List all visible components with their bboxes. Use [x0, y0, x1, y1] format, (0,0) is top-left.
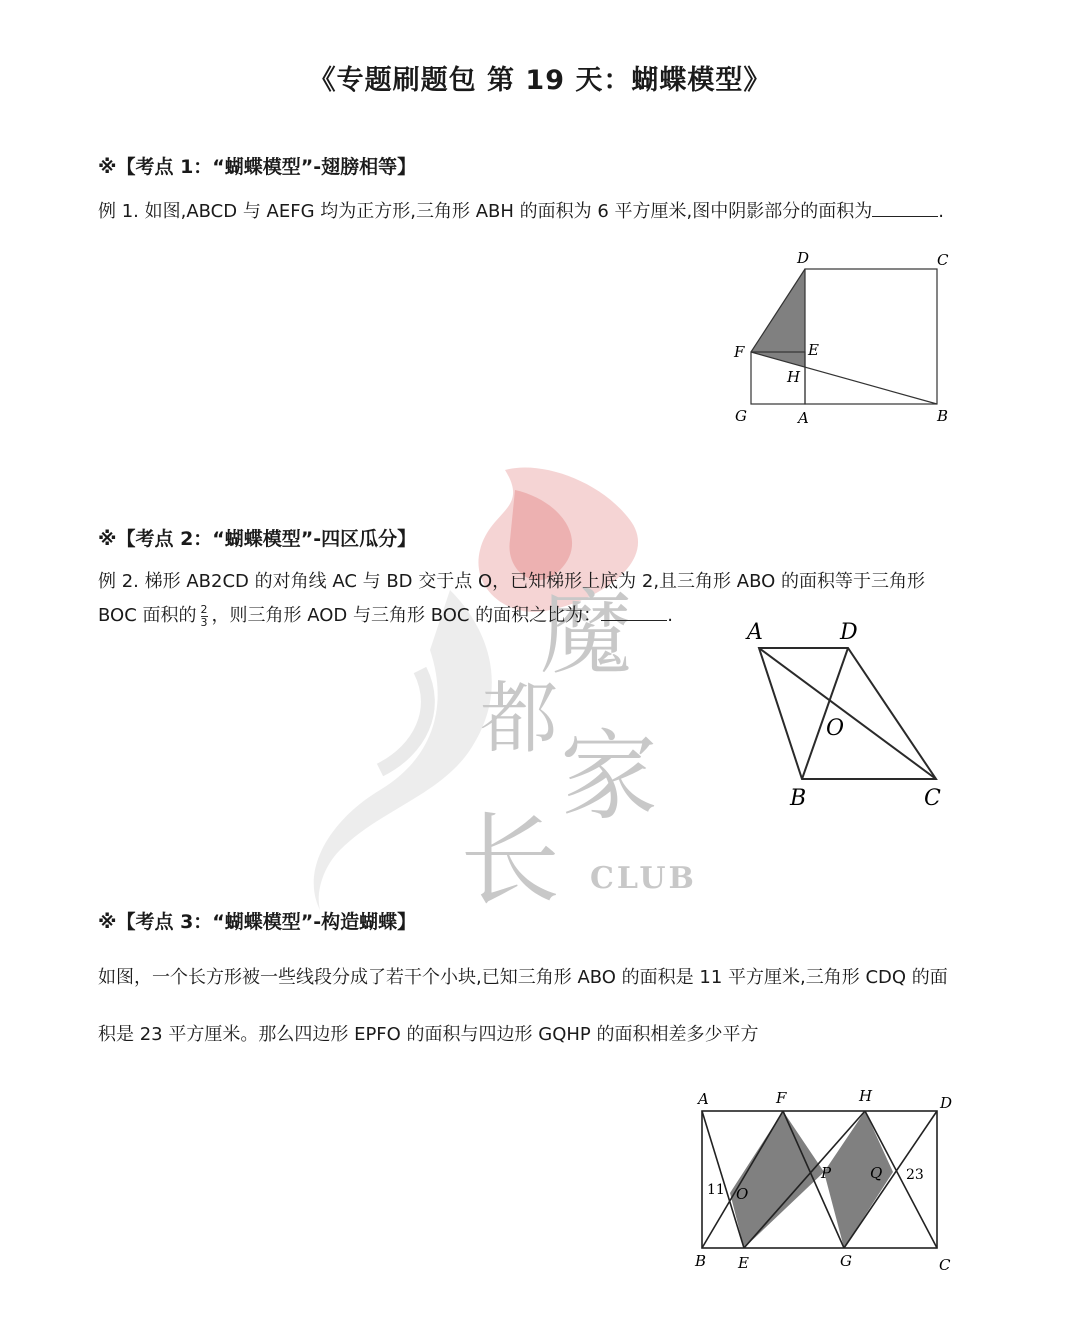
label-b: B — [695, 1252, 707, 1270]
section-3-heading: ※【考点 3：“蝴蝶模型”-构造蝴蝶】 — [98, 911, 417, 933]
figure-2-trapezoid — [740, 612, 960, 817]
example-3-line-1: 如图，一个长方形被一些线段分成了若干个小块,已知三角形 ABO 的面积是 11 平方厘米,三角形 CDQ 的面 — [98, 967, 948, 988]
label-g: G — [735, 407, 747, 425]
figure-3-rectangle — [690, 1082, 965, 1277]
example-2-line-2 — [98, 600, 673, 632]
example-1-end: . — [938, 201, 944, 222]
figure-1-squares — [725, 245, 965, 435]
label-b: B — [790, 786, 807, 811]
fraction-numerator: 2 — [200, 602, 208, 616]
label-o: O — [826, 716, 845, 741]
label-d: D — [840, 620, 858, 645]
label-e: E — [738, 1254, 749, 1272]
fraction-denominator: 3 — [200, 615, 208, 629]
watermark — [300, 450, 720, 920]
watermark-club: CLUB — [590, 861, 697, 896]
example-1-question: 例 1. 如图,ABCD 与 AEFG 均为正方形,三角形 ABH 的面积为 6 平方厘米,图中阴影部分的面积为 — [98, 201, 873, 222]
fraction-two-thirds — [201, 604, 208, 629]
label-o: O — [736, 1185, 749, 1203]
example-2-line-2-suffix: ，则三角形 AOD 与三角形 BOC 的面积之比为： — [211, 605, 602, 626]
square-abcd — [805, 269, 937, 404]
segment-ae — [702, 1111, 744, 1248]
example-2-line-1: 例 2. 梯形 AB2CD 的对角线 AC 与 BD 交于点 O，已知梯形上底为 2,且三角形 ABO 的面积等于三角形 — [98, 571, 926, 592]
example-2-line-2-prefix: BOC 面积的 — [98, 605, 197, 626]
label-p: P — [821, 1164, 832, 1182]
area-label-11: 11 — [707, 1182, 725, 1198]
diagonal-ac — [759, 648, 936, 779]
diagonal-bd — [802, 648, 848, 779]
answer-blank-2[interactable] — [601, 620, 667, 621]
segment-fb — [751, 352, 937, 404]
label-h: H — [859, 1087, 873, 1105]
label-f: F — [734, 343, 745, 361]
watermark-char-zhang: 长 — [460, 802, 560, 919]
label-a: A — [698, 1090, 709, 1108]
section-1-heading: ※【考点 1：“蝴蝶模型”-翅膀相等】 — [98, 156, 417, 178]
watermark-char-mo: 魔 — [540, 580, 633, 687]
label-a: A — [747, 620, 763, 645]
watermark-char-jia: 家 — [560, 720, 659, 834]
label-c: C — [939, 1256, 951, 1274]
label-h: H — [787, 368, 801, 386]
area-label-23: 23 — [906, 1167, 924, 1183]
label-g: G — [840, 1252, 852, 1270]
page-title: 《专题刷题包 第 19 天：蝴蝶模型》 — [308, 65, 772, 96]
example-3-line-2: 积是 23 平方厘米。那么四边形 EPFO 的面积与四边形 GQHP 的面积相差多少平方 — [98, 1024, 759, 1045]
watermark-char-du: 都 — [480, 674, 559, 764]
label-d: D — [940, 1094, 953, 1112]
label-f: F — [776, 1089, 787, 1107]
section-2-heading: ※【考点 2：“蝴蝶模型”-四区瓜分】 — [98, 528, 417, 550]
label-q: Q — [870, 1164, 883, 1182]
label-d: D — [797, 249, 810, 267]
label-a: A — [798, 409, 809, 427]
example-2-end: . — [667, 605, 673, 626]
label-e: E — [808, 341, 819, 359]
label-c: C — [924, 786, 941, 811]
answer-blank-1[interactable] — [872, 216, 938, 217]
label-b: B — [937, 407, 949, 425]
example-1-text — [98, 196, 944, 228]
shaded-quad-epfo — [730, 1111, 824, 1248]
label-c: C — [937, 251, 949, 269]
